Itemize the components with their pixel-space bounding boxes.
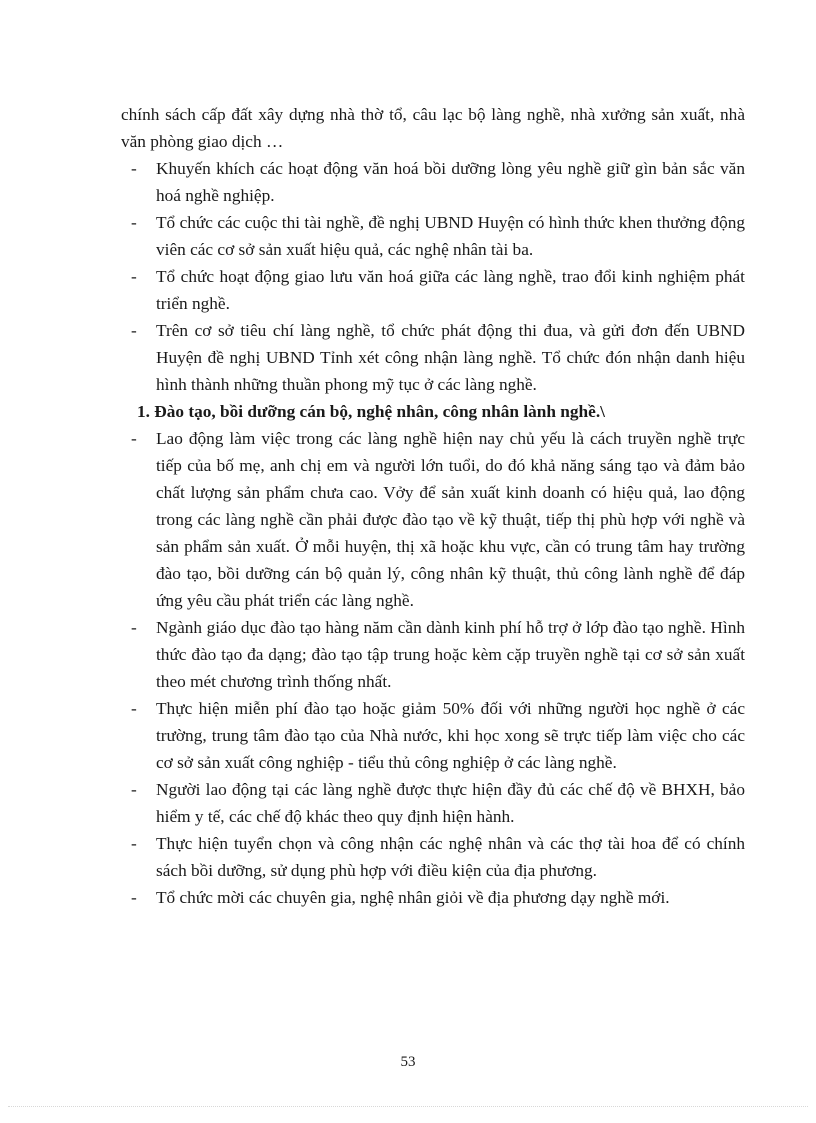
page-number: 53 <box>400 1054 416 1070</box>
list-item <box>121 884 745 911</box>
list-item-text: Người lao động tại các làng nghề được thực hiện đầy đủ các chế độ về BHXH, bảo hiểm y tế, các chế độ khác theo quy định hiện hành. <box>156 780 745 826</box>
bullet-dash: - <box>131 618 137 637</box>
list-item <box>121 695 745 776</box>
bullet-dash: - <box>131 267 137 286</box>
list-item <box>121 317 745 398</box>
list-item-text: Ngành giáo dục đào tạo hàng năm cần dành kinh phí hỗ trợ ở lớp đào tạo nghề. Hình thức đào tạo đa dạng; đào tạo tập trung hoặc kèm cặp truyền nghề tại cơ sở sản xuất theo mét chương trình thống nhất. <box>156 618 745 691</box>
bullet-dash: - <box>131 699 137 718</box>
intro-paragraph: chính sách cấp đất xây dựng nhà thờ tổ, câu lạc bộ làng nghề, nhà xưởng sản xuất, nhà văn phòng giao dịch … <box>121 105 745 151</box>
bullet-dash: - <box>131 834 137 853</box>
list-item-text: Tổ chức mời các chuyên gia, nghệ nhân giỏi về địa phương dạy nghề mới. <box>156 888 670 907</box>
list-item <box>121 209 745 263</box>
footer-divider <box>8 1106 808 1107</box>
bullet-dash: - <box>131 429 137 448</box>
list-item-text: Thực hiện miễn phí đào tạo hoặc giảm 50% đối với những người học nghề ở các trường, trung tâm đào tạo của Nhà nước, khi học xong sẽ trực tiếp làm việc cho các cơ sở sản xuất công nghiệp - tiểu thủ công nghiệp ở các làng nghề. <box>156 699 745 772</box>
list-item <box>121 155 745 209</box>
list-item-text: Tổ chức các cuộc thi tài nghề, đề nghị UBND Huyện có hình thức khen thưởng động viên các cơ sở sản xuất hiệu quả, các nghệ nhân tài ba. <box>156 213 745 259</box>
list-item <box>121 263 745 317</box>
list-item <box>121 830 745 884</box>
list-item-text: Lao động làm việc trong các làng nghề hiện nay chủ yếu là cách truyền nghề trực tiếp của bố mẹ, anh chị em và người lớn tuổi, do đó khả năng sáng tạo và đảm bảo chất lượng sản phẩm chưa cao. Vởy để sản xuất kinh doanh có hiệu quả, lao động trong các làng nghề cần phải được đào tạo về kỹ thuật, tiếp thị phù hợp với nghề và sản phẩm sản xuất. Ở mỗi huyện, thị xã hoặc khu vực, cần có trung tâm hay trường đào tạo, bồi dưỡng cán bộ quản lý, công nhân kỹ thuật, thủ công lành nghề để đáp ứng yêu cầu phát triển các làng nghề. <box>156 429 745 610</box>
list-item <box>121 776 745 830</box>
list-item-text: Tổ chức hoạt động giao lưu văn hoá giữa các làng nghề, trao đổi kinh nghiệm phát triển nghề. <box>156 267 745 313</box>
list-item <box>121 614 745 695</box>
page-body <box>121 101 745 911</box>
bullet-dash: - <box>131 888 137 907</box>
list-item-text: Thực hiện tuyển chọn và công nhận các nghệ nhân và các thợ tài hoa để có chính sách bồi dưỡng, sử dụng phù hợp với điều kiện của địa phương. <box>156 834 745 880</box>
list-item <box>121 425 745 614</box>
bullet-dash: - <box>131 321 137 340</box>
list-item-text: Khuyến khích các hoạt động văn hoá bồi dưỡng lòng yêu nghề giữ gìn bản sắc văn hoá nghề nghiệp. <box>156 159 745 205</box>
section-heading: 1. Đào tạo, bồi dưỡng cán bộ, nghệ nhân, công nhân lành nghề.\ <box>137 402 605 421</box>
bullet-dash: - <box>131 780 137 799</box>
bullet-dash: - <box>131 159 137 178</box>
bullet-dash: - <box>131 213 137 232</box>
list-item-text: Trên cơ sở tiêu chí làng nghề, tổ chức phát động thi đua, và gửi đơn đến UBND Huyện đề nghị UBND Tỉnh xét công nhận làng nghề. Tổ chức đón nhận danh hiệu hình thành những thuần phong mỹ tục ở các làng nghề. <box>156 321 745 394</box>
